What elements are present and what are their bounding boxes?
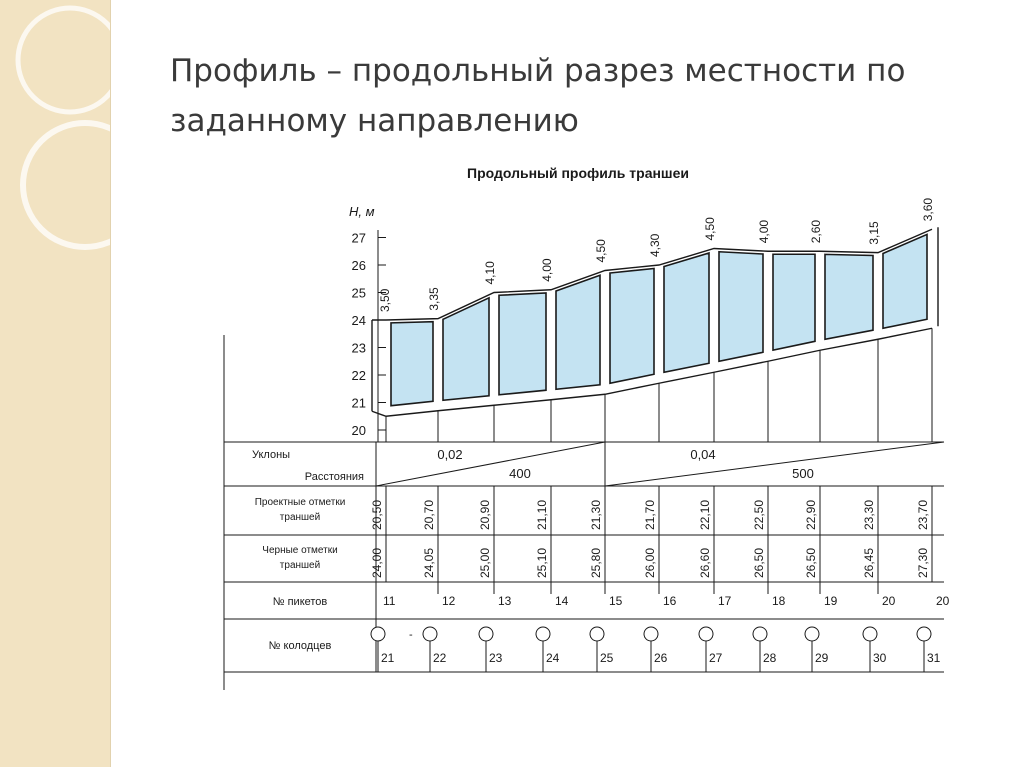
well-circle [863, 627, 877, 641]
segment-distance: 500 [792, 466, 814, 481]
axis-tick-label: 26 [351, 258, 366, 273]
picket-number: 15 [609, 594, 623, 608]
depth-label: 4,50 [594, 239, 608, 263]
well-circle [753, 627, 767, 641]
diagram-title: Продольный профиль траншеи [467, 165, 689, 181]
picket-number: 19 [824, 594, 838, 608]
well-circle [423, 627, 437, 641]
design-mark-value: 22,50 [752, 499, 766, 530]
ground-mark-value: 26,50 [752, 547, 766, 578]
picket-number: 13 [498, 594, 512, 608]
picket-number: 14 [555, 594, 569, 608]
well-circle [805, 627, 819, 641]
trench-shapes [391, 234, 927, 405]
slope-diagonal [376, 442, 605, 486]
axis-tick-label: 25 [351, 285, 366, 301]
depth-label: 3,60 [921, 197, 935, 222]
picket-number: 11 [383, 594, 396, 608]
design-mark-value: 20,90 [478, 499, 492, 530]
row-label-pickets: № пикетов [272, 596, 328, 608]
design-mark-value: 21,70 [643, 499, 657, 530]
segment-slope: 0,02 [437, 447, 463, 462]
ground-mark-value: 25,00 [478, 547, 492, 578]
design-mark-value: 23,30 [862, 499, 876, 530]
axis-tick-label: 22 [351, 368, 366, 383]
slope-diagonal [605, 442, 944, 486]
well-circle [699, 627, 713, 641]
depth-label: 4,30 [648, 233, 662, 257]
well-circle [917, 627, 931, 641]
slide-title-line: Профиль – продольный разрез местности по [170, 53, 906, 89]
picket-number: 18 [772, 594, 786, 608]
ground-mark-value: 24,00 [370, 547, 384, 578]
trench-panel [391, 322, 433, 406]
well-number: 23 [489, 651, 503, 665]
well-number: 29 [815, 651, 829, 665]
slide-title-line: заданному направлению [170, 103, 579, 139]
ground-mark-value: 26,50 [804, 547, 818, 578]
ground-mark-value: 27,30 [916, 547, 930, 578]
ground-mark-value: 26,00 [643, 547, 657, 578]
row-label-design-marks: Проектные отметки [254, 497, 346, 508]
design-mark-value: 20,50 [370, 499, 384, 530]
axis-tick-label: 20 [351, 423, 366, 438]
well-number: 21 [381, 651, 395, 665]
ground-mark-value: 26,45 [862, 547, 876, 578]
well-number: 26 [654, 651, 668, 665]
segment-slope: 0,04 [690, 447, 716, 462]
picket-number: 12 [442, 594, 456, 608]
depth-label: 4,10 [483, 261, 497, 285]
depth-label: 4,00 [540, 258, 554, 282]
well-circle [590, 627, 604, 641]
row-label-wells: № колодцев [268, 640, 332, 652]
axis-tick-label: 24 [351, 313, 366, 328]
extra-mark: - [409, 629, 413, 641]
well-number: 22 [433, 651, 447, 665]
ground-mark-value: 24,05 [422, 547, 436, 578]
trench-panel [883, 234, 927, 328]
trench-panel [719, 252, 763, 361]
row-label-ground-marks: траншей [279, 560, 321, 571]
trench-panel [664, 253, 709, 372]
trench-panel [499, 293, 546, 395]
row-label-distances: Расстояния [304, 471, 364, 483]
row-label-slopes: Уклоны [252, 449, 291, 461]
design-mark-value: 20,70 [422, 499, 436, 530]
profile-table [224, 335, 950, 690]
axis-label: H, м [349, 204, 375, 219]
trench-panel [773, 254, 815, 350]
well-number: 31 [927, 651, 941, 665]
design-mark-value: 22,10 [698, 499, 712, 530]
segment-distance: 400 [509, 466, 531, 481]
well-circle [371, 627, 385, 641]
design-mark-value: 22,90 [804, 499, 818, 530]
well-number: 27 [709, 651, 723, 665]
ground-mark-value: 26,60 [698, 547, 712, 578]
picket-number: 17 [718, 594, 732, 608]
well-circle [479, 627, 493, 641]
well-number: 24 [546, 651, 560, 665]
well-circle [536, 627, 550, 641]
well-number: 30 [873, 651, 887, 665]
trench-panel [825, 254, 873, 339]
ground-mark-value: 25,80 [589, 547, 603, 578]
design-mark-value: 21,30 [589, 499, 603, 530]
row-label-ground-marks: Черные отметки [262, 545, 338, 556]
axis-tick-label: 23 [351, 340, 366, 356]
depth-label: 3,50 [378, 288, 392, 312]
picket-number: 20 [936, 594, 950, 608]
depth-label: 4,50 [703, 217, 717, 241]
axis-tick-label: 27 [351, 230, 366, 246]
well-circle [644, 627, 658, 641]
axis-tick-label: 21 [351, 395, 366, 411]
design-mark-value: 21,10 [535, 499, 549, 530]
well-number: 28 [763, 651, 777, 665]
depth-label: 4,00 [757, 219, 771, 244]
picket-number: 16 [663, 594, 677, 608]
trench-panel [556, 275, 600, 389]
design-mark-value: 23,70 [916, 499, 930, 530]
depth-label: 3,35 [427, 287, 441, 311]
picket-number: 20 [882, 594, 896, 608]
row-label-design-marks: траншей [279, 512, 321, 523]
height-axis [352, 230, 386, 442]
trench-panel [610, 269, 654, 384]
depth-label: 3,15 [867, 221, 881, 245]
well-number: 25 [600, 651, 614, 665]
ground-mark-value: 25,10 [535, 547, 549, 578]
depth-label: 2,60 [809, 219, 823, 244]
